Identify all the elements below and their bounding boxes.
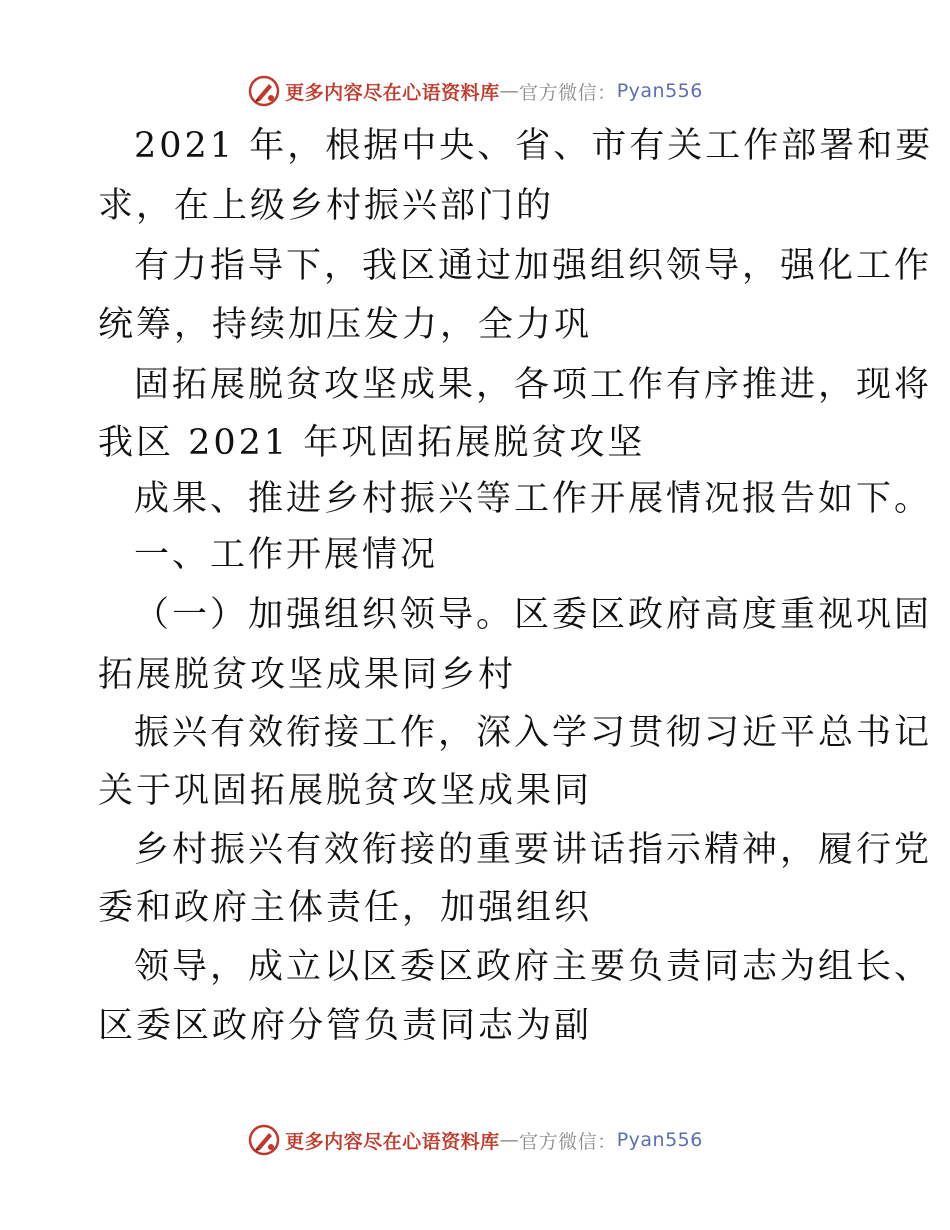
paragraph-line: 委和政府主体责任，加强组织 — [98, 888, 593, 928]
pen-circle-logo-icon — [247, 1123, 281, 1157]
paragraph-line: 拓展脱贫攻坚成果同乡村 — [98, 655, 517, 695]
pen-circle-logo-icon — [247, 74, 281, 108]
subsection-heading-line: （一）加强组织领导。区委区政府高度重视巩固 — [134, 595, 933, 635]
banner-main-text: 更多内容尽在心语资料库 — [285, 81, 500, 104]
paragraph-line: 乡村振兴有效衔接的重要讲话指示精神，履行党 — [134, 830, 933, 870]
banner-wechat-id: Pyan556 — [616, 1129, 703, 1151]
paragraph-line: 关于巩固拓展脱贫攻坚成果同 — [98, 771, 593, 811]
banner-wechat-label: 官方微信： — [519, 1130, 617, 1153]
paragraph-line: 我区 2021 年巩固拓展脱贫攻坚 — [98, 423, 646, 463]
paragraph-line: 领导，成立以区委区政府主要负责同志为组长、 — [134, 947, 933, 987]
paragraph-line: 求，在上级乡村振兴部门的 — [98, 186, 555, 226]
paragraph-line: 有力指导下，我区通过加强组织领导，强化工作 — [134, 246, 933, 286]
banner-dash: — — [499, 1129, 520, 1151]
banner-dash: — — [499, 80, 520, 102]
paragraph-line: 成果、推进乡村振兴等工作开展情况报告如下。 — [134, 479, 933, 519]
paragraph-line: 区委区政府分管负责同志为副 — [98, 1006, 593, 1046]
paragraph-line: 振兴有效衔接工作，深入学习贯彻习近平总书记 — [134, 713, 933, 753]
banner-wechat-id: Pyan556 — [616, 80, 703, 102]
banner-wechat-label: 官方微信： — [519, 81, 617, 104]
paragraph-line: 固拓展脱贫攻坚成果，各项工作有序推进，现将 — [134, 365, 933, 405]
header-watermark-banner — [0, 71, 950, 111]
footer-watermark-banner — [0, 1120, 950, 1160]
banner-main-text: 更多内容尽在心语资料库 — [285, 1130, 500, 1153]
paragraph-line: 2021 年，根据中央、省、市有关工作部署和要 — [134, 126, 934, 166]
section-heading: 一、工作开展情况 — [134, 535, 439, 575]
paragraph-line: 统筹，持续加压发力，全力巩 — [98, 305, 593, 345]
